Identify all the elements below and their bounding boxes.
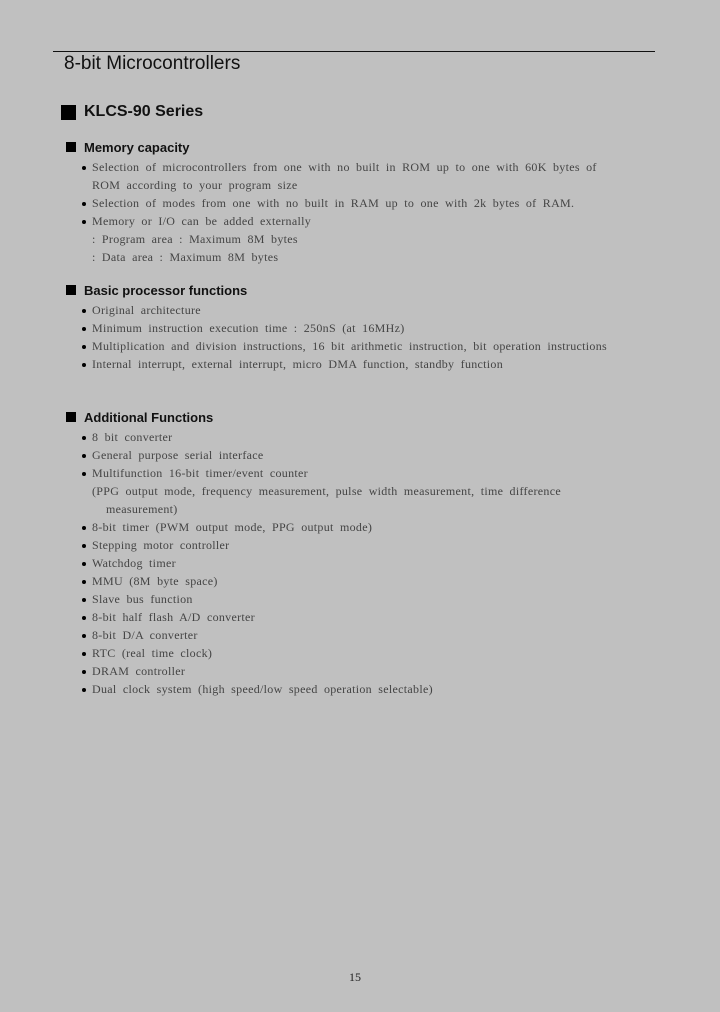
series-title: KLCS-90 Series bbox=[84, 103, 204, 120]
list-item: Dual clock system (high speed/low speed operation selectable) bbox=[66, 680, 642, 698]
list-item-continuation: (PPG output mode, frequency measurement, pulse width measurement, time difference bbox=[92, 484, 561, 498]
square-bullet-icon bbox=[61, 105, 76, 120]
section-heading bbox=[66, 138, 642, 156]
list-item: General purpose serial interface bbox=[66, 446, 642, 464]
list-item: 8-bit half flash A/D converter bbox=[66, 608, 642, 626]
list-item: 8 bit converter bbox=[66, 428, 642, 446]
list-item: Minimum instruction execution time : 250nS (at 16MHz) bbox=[66, 319, 642, 337]
bullet-icon bbox=[82, 580, 86, 584]
section-heading-text: Additional Functions bbox=[84, 409, 214, 425]
section-memory-capacity bbox=[66, 138, 642, 266]
bullet-icon bbox=[82, 526, 86, 530]
bullet-icon bbox=[82, 454, 86, 458]
list-item: Multiplication and division instructions, 16 bit arithmetic instruction, bit operation instructions bbox=[66, 337, 692, 355]
list-item-continuation: : Data area : Maximum 8M bytes bbox=[92, 250, 279, 264]
page-title: 8-bit Microcontrollers bbox=[64, 53, 241, 74]
bullet-icon bbox=[82, 345, 86, 349]
list-item: Watchdog timer bbox=[66, 554, 642, 572]
bullet-icon bbox=[82, 309, 86, 313]
list-item: Multifunction 16-bit timer/event counter bbox=[66, 464, 642, 482]
bullet-icon bbox=[82, 544, 86, 548]
list-item: DRAM controller bbox=[66, 662, 642, 680]
list-item: MMU (8M byte space) bbox=[66, 572, 642, 590]
list-item-continuation: ROM according to your program size bbox=[92, 178, 298, 192]
section-heading-text: Basic processor functions bbox=[84, 282, 248, 298]
section-heading bbox=[66, 408, 656, 426]
section-additional-functions bbox=[66, 408, 656, 698]
list-item: 8-bit timer (PWM output mode, PPG output mode) bbox=[66, 518, 642, 536]
list-item: Slave bus function bbox=[66, 590, 642, 608]
bullet-icon bbox=[82, 616, 86, 620]
bullet-icon bbox=[82, 670, 86, 674]
page-number: 15 bbox=[349, 970, 361, 984]
square-bullet-icon bbox=[66, 142, 76, 152]
section-heading bbox=[66, 281, 692, 299]
bullet-icon bbox=[82, 202, 86, 206]
list-item: Selection of modes from one with no built in RAM up to one with 2k bytes of RAM. bbox=[66, 194, 642, 212]
bullet-icon bbox=[82, 688, 86, 692]
bullet-icon bbox=[82, 634, 86, 638]
section-heading-text: Memory capacity bbox=[84, 139, 190, 155]
square-bullet-icon bbox=[66, 285, 76, 295]
bullet-icon bbox=[82, 472, 86, 476]
header-rule bbox=[53, 51, 655, 52]
list-item: Stepping motor controller bbox=[66, 536, 642, 554]
bullet-icon bbox=[82, 652, 86, 656]
bullet-icon bbox=[82, 562, 86, 566]
list-item: RTC (real time clock) bbox=[66, 644, 642, 662]
bullet-icon bbox=[82, 436, 86, 440]
series-heading bbox=[61, 103, 203, 121]
square-bullet-icon bbox=[66, 412, 76, 422]
list-item: Internal interrupt, external interrupt, micro DMA function, standby function bbox=[66, 355, 642, 373]
list-item: Memory or I/O can be added externally bbox=[66, 212, 642, 230]
bullet-icon bbox=[82, 166, 86, 170]
list-item: Original architecture bbox=[66, 301, 642, 319]
list-item: Selection of microcontrollers from one with no built in ROM up to one with 60K bytes of bbox=[66, 158, 642, 176]
bullet-icon bbox=[82, 220, 86, 224]
list-item-continuation: measurement) bbox=[106, 502, 178, 516]
bullet-icon bbox=[82, 598, 86, 602]
bullet-icon bbox=[82, 363, 86, 367]
section-basic-processor-functions bbox=[66, 281, 692, 373]
bullet-icon bbox=[82, 327, 86, 331]
list-item-continuation: : Program area : Maximum 8M bytes bbox=[92, 232, 298, 246]
list-item: 8-bit D/A converter bbox=[66, 626, 642, 644]
